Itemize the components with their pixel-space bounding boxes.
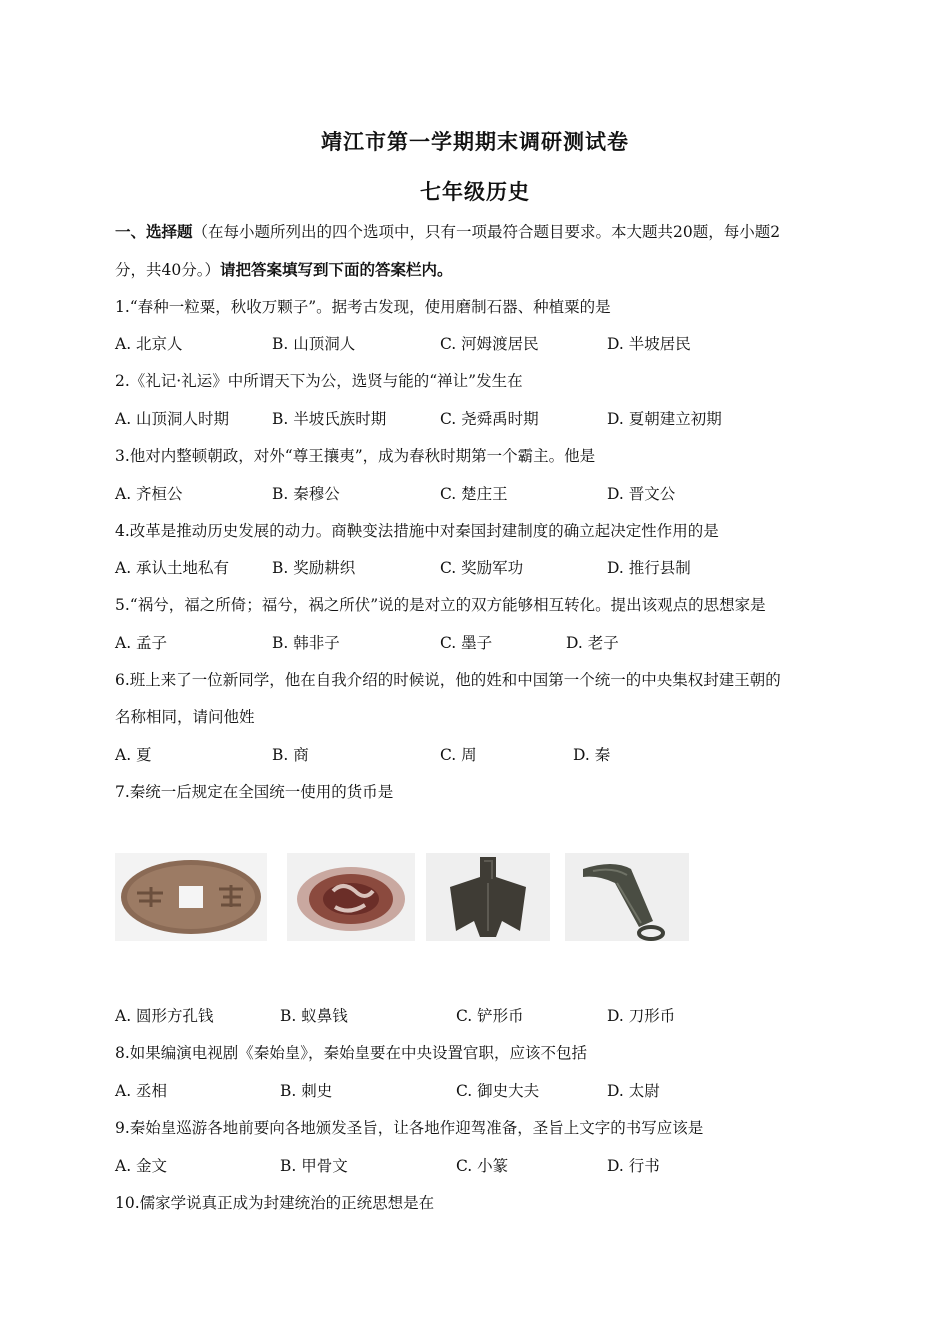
section-bold-note: 请把答案填写到下面的答案栏内。 (219, 260, 453, 279)
question-10-stem: 10.儒家学说真正成为封建统治的正统思想是在 (115, 1194, 435, 1212)
question-8-option-d: D. 太尉 (607, 1082, 660, 1100)
question-7-stem: 7.秦统一后规定在全国统一使用的货币是 (115, 783, 394, 801)
question-3-stem: 3.他对内整顿朝政，对外“尊王攘夷”，成为春秋时期第一个霸主。他是 (115, 447, 596, 465)
spade-coin-image (426, 853, 550, 941)
question-2-option-c: C. 尧舜禹时期 (440, 410, 539, 428)
question-5-option-a: A. 孟子 (115, 634, 168, 652)
question-6-option-b: B. 商 (272, 746, 309, 764)
question-8-option-c: C. 御史大夫 (456, 1082, 540, 1100)
section-heading: 一、选择题 (115, 222, 193, 241)
question-1-option-b: B. 山顶洞人 (272, 335, 356, 353)
question-4-option-a: A. 承认土地私有 (115, 559, 230, 577)
section-instruction: （在每小题所列出的四个选项中，只有一项最符合题目要求。本大题共20题，每小题2 (192, 223, 781, 241)
section-instruction-line2 (115, 260, 453, 280)
question-6-stem-cont: 名称相同，请问他姓 (115, 708, 255, 726)
question-1-option-c: C. 河姆渡居民 (440, 335, 539, 353)
question-6-stem: 6.班上来了一位新同学，他在自我介绍的时候说，他的姓和中国第一个统一的中央集权封建王朝的 (115, 671, 781, 689)
question-4-option-d: D. 推行县制 (607, 559, 691, 577)
question-3-option-a: A. 齐桓公 (115, 485, 183, 503)
question-2-option-a: A. 山顶洞人时期 (115, 410, 230, 428)
question-1-option-d: D. 半坡居民 (607, 335, 691, 353)
round-coin-square-hole-image (115, 853, 267, 941)
question-1-stem: 1.“春种一粒粟，秋收万颗子”。据考古发现，使用磨制石器、种植粟的是 (115, 298, 611, 316)
question-5-option-c: C. 墨子 (440, 634, 493, 652)
question-9-stem: 9.秦始皇巡游各地前要向各地颁发圣旨，让各地作迎驾准备，圣旨上文字的书写应该是 (115, 1119, 704, 1137)
question-5-option-b: B. 韩非子 (272, 634, 340, 652)
question-7-option-a: A. 圆形方孔钱 (115, 1007, 214, 1025)
question-7-option-b: B. 蚁鼻钱 (280, 1007, 348, 1025)
section-instruction-line1 (115, 222, 780, 242)
exam-subtitle: 七年级历史 (420, 179, 530, 204)
section-instruction-cont: 分，共40分。） (115, 261, 220, 279)
question-6-option-a: A. 夏 (115, 746, 152, 764)
question-1-option-a: A. 北京人 (115, 335, 183, 353)
question-8-stem: 8.如果编演电视剧《秦始皇》，秦始皇要在中央设置官职，应该不包括 (115, 1044, 588, 1062)
question-5-stem: 5.“祸兮，福之所倚；福兮，祸之所伏”说的是对立的双方能够相互转化。提出该观点的思想家是 (115, 596, 766, 614)
question-3-option-b: B. 秦穆公 (272, 485, 340, 503)
question-2-option-d: D. 夏朝建立初期 (607, 410, 722, 428)
question-3-option-d: D. 晋文公 (607, 485, 676, 503)
question-7-option-c: C. 铲形币 (456, 1007, 524, 1025)
knife-coin-image (565, 853, 689, 941)
question-2-option-b: B. 半坡氏族时期 (272, 410, 387, 428)
question-5-option-d: D. 老子 (566, 634, 619, 652)
question-8-option-b: B. 刺史 (280, 1082, 333, 1100)
question-9-option-a: A. 金文 (115, 1157, 168, 1175)
question-9-option-b: B. 甲骨文 (280, 1157, 348, 1175)
exam-title: 靖江市第一学期期末调研测试卷 (321, 129, 629, 154)
question-2-stem: 2.《礼记·礼运》中所谓天下为公，选贤与能的“禅让”发生在 (115, 372, 523, 390)
question-6-option-d: D. 秦 (573, 746, 611, 764)
question-7-option-d: D. 刀形币 (607, 1007, 676, 1025)
question-8-option-a: A. 丞相 (115, 1082, 168, 1100)
question-4-option-b: B. 奖励耕织 (272, 559, 356, 577)
ant-nose-coin-image (287, 853, 415, 941)
question-4-option-c: C. 奖励军功 (440, 559, 524, 577)
question-9-option-c: C. 小篆 (456, 1157, 509, 1175)
question-3-option-c: C. 楚庄王 (440, 485, 508, 503)
question-9-option-d: D. 行书 (607, 1157, 660, 1175)
question-6-option-c: C. 周 (440, 746, 477, 764)
question-4-stem: 4.改革是推动历史发展的动力。商鞅变法措施中对秦国封建制度的确立起决定性作用的是 (115, 522, 719, 540)
